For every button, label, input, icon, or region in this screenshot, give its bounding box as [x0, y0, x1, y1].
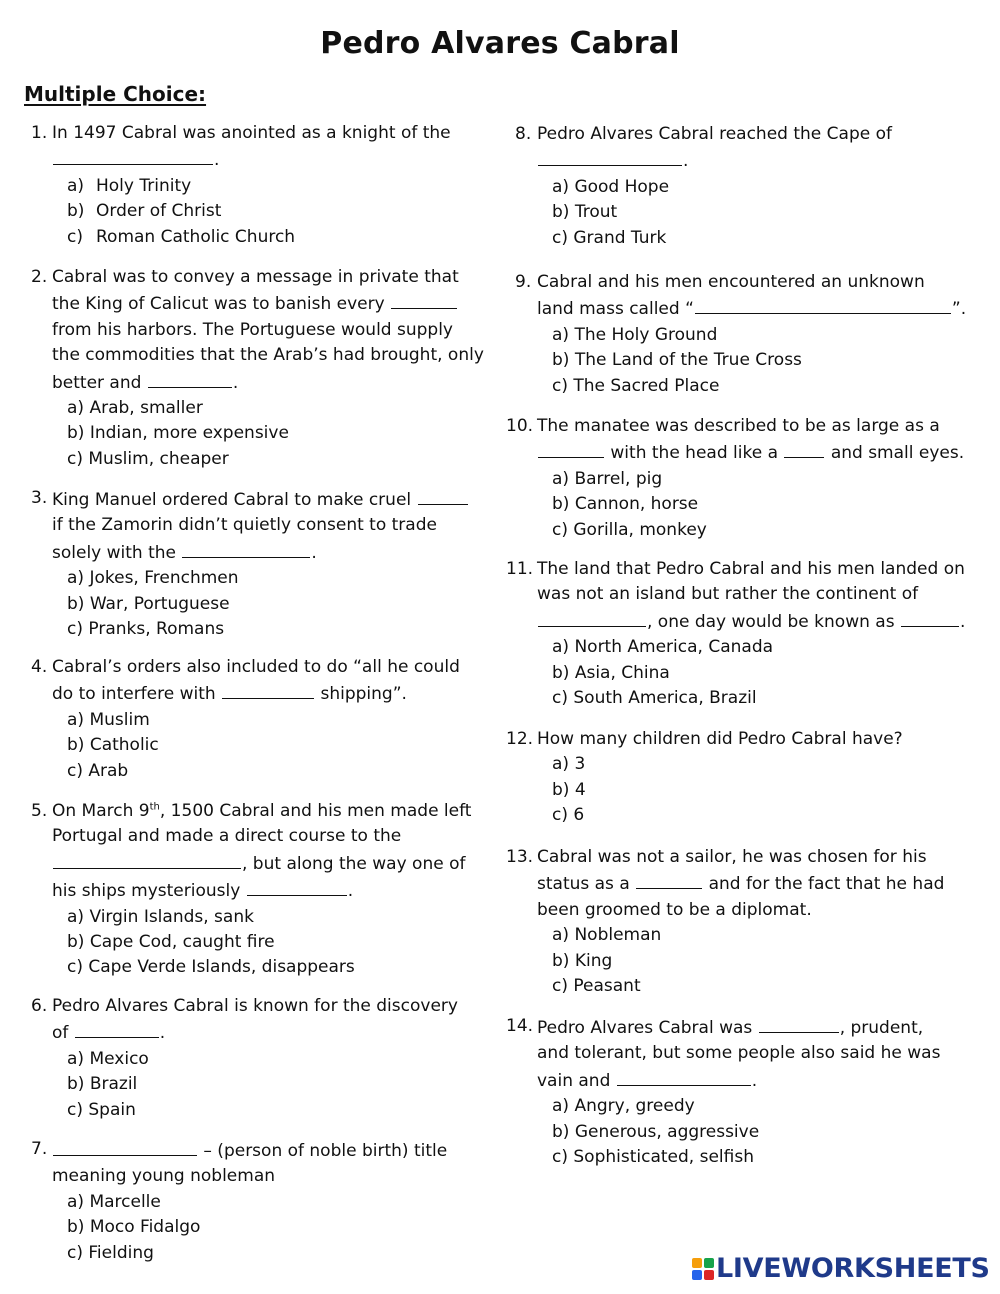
option-b[interactable]: b) Generous, aggressive — [552, 1121, 760, 1142]
option-a[interactable]: a) Mexico — [67, 1048, 149, 1069]
page-title: Pedro Alvares Cabral — [320, 26, 680, 61]
option-b[interactable]: b) The Land of the True Cross — [552, 350, 802, 371]
answer-blank[interactable] — [53, 146, 213, 165]
answer-blank[interactable] — [695, 295, 951, 314]
option-a[interactable]: a) North America, Canada — [552, 637, 774, 658]
question-number: 1. — [31, 123, 48, 143]
option-a[interactable]: a) Muslim — [67, 709, 150, 730]
option-b[interactable]: b) Catholic — [67, 735, 159, 756]
option-b[interactable]: b) Cape Cod, caught fire — [67, 932, 275, 953]
question-1: 1. In 1497 Cabral was anointed as a knight of the . a) Holy Trinity b) Order of Christ c) Roman Catholic Church — [52, 121, 451, 250]
option-c[interactable]: c) 6 — [552, 805, 585, 826]
option-a[interactable]: a) Good Hope — [552, 176, 670, 197]
question-number: 6. — [31, 996, 48, 1016]
liveworksheets-logo[interactable] — [692, 1254, 992, 1286]
answer-blank[interactable] — [538, 439, 604, 458]
question-14: 14. Pedro Alvares Cabral was , prudent, and tolerant, but some people also said he was vain and . a) Angry, greedy b) Generous, aggressive c) Sophisticated, selfish — [537, 1014, 940, 1170]
option-b[interactable]: b) 4 — [552, 779, 586, 800]
question-13: 13. Cabral was not a sailor, he was chosen for his status as a and for the fact that he had been groomed to be a diplomat. a) Nobleman b) King c) Peasant — [537, 845, 944, 999]
logo-text: LIVEWORKSHEETS — [716, 1253, 990, 1284]
answer-blank[interactable] — [759, 1014, 839, 1033]
option-c[interactable]: c) Spain — [67, 1099, 136, 1120]
option-c[interactable]: c) The Sacred Place — [552, 375, 720, 396]
question-text: In 1497 Cabral was anointed as a knight of the — [52, 123, 451, 143]
option-b[interactable]: b) Indian, more expensive — [67, 423, 289, 444]
option-a[interactable]: a) Jokes, Frenchmen — [67, 568, 239, 589]
option-c[interactable]: c) Roman Catholic Church — [67, 226, 296, 247]
option-a[interactable]: a) Nobleman — [552, 925, 662, 946]
question-9: 9. Cabral and his men encountered an unknown land mass called “ ”. a) The Holy Ground b) The Land of the True Cross c) The Sacred Place — [537, 270, 966, 399]
question-number: 10. — [506, 416, 534, 436]
question-5: 5. On March 9th, 1500 Cabral and his men made left Portugal and made a direct course to the , but along the way one of his ships mysteriously . a) Virgin Islands, sank b) Cape Cod, caught fire c) Cape Verde Islands, disappears — [52, 799, 471, 981]
option-a[interactable]: a) Angry, greedy — [552, 1096, 695, 1117]
answer-blank[interactable] — [391, 290, 457, 309]
option-b[interactable]: b) Brazil — [67, 1074, 138, 1095]
question-2: 2. Cabral was to convey a message in private that the King of Calicut was to banish every from his harbors. The Portuguese would supply the commodities that the Arab’s had brought, only better and . a) Arab, smaller b) Indian, more expensive c) Muslim, cheaper — [52, 265, 484, 472]
option-b[interactable]: b) Moco Fidalgo — [67, 1217, 201, 1238]
question-7: 7. – (person of noble birth) title meaning young nobleman a) Marcelle b) Moco Fidalgo c) Fielding — [52, 1137, 447, 1266]
question-text: Pedro Alvares Cabral was , prudent, — [537, 1014, 940, 1041]
question-number: 14. — [506, 1016, 534, 1036]
option-a[interactable]: a) Virgin Islands, sank — [67, 906, 254, 927]
question-4: 4. Cabral’s orders also included to do “all he could do to interfere with shipping”. a) Muslim b) Catholic c) Arab — [52, 655, 460, 784]
question-text: Cabral’s orders also included to do “all he could — [52, 657, 460, 677]
option-c[interactable]: c) Sophisticated, selfish — [552, 1147, 754, 1168]
option-b[interactable]: b) King — [552, 950, 613, 971]
question-text: Cabral and his men encountered an unknown — [537, 272, 925, 292]
question-12 — [506, 727, 903, 829]
answer-blank[interactable] — [75, 1019, 159, 1038]
answer-blank[interactable] — [636, 870, 702, 889]
question-text: Pedro Alvares Cabral reached the Cape of — [537, 124, 892, 144]
question-number: 9. — [515, 272, 532, 292]
option-a[interactable]: a) 3 — [552, 754, 586, 775]
question-number: 8. — [515, 124, 532, 144]
answer-blank[interactable] — [418, 486, 468, 505]
question-number: 7. — [31, 1139, 48, 1159]
option-c[interactable]: c) South America, Brazil — [552, 688, 757, 709]
option-a[interactable]: a) Holy Trinity — [67, 175, 192, 196]
question-text: King Manuel ordered Cabral to make cruel — [52, 490, 412, 510]
question-text: The land that Pedro Cabral and his men landed on — [537, 559, 965, 579]
question-10: 10. The manatee was described to be as large as a with the head like a and small eyes. a) Barrel, pig b) Cannon, horse c) Gorilla, monkey — [537, 414, 964, 543]
question-text: Cabral was to convey a message in private that — [52, 267, 459, 287]
answer-blank[interactable] — [617, 1067, 751, 1086]
option-b[interactable]: b) War, Portuguese — [67, 593, 230, 614]
question-3: 3. King Manuel ordered Cabral to make cruel if the Zamorin didn’t quietly consent to trade solely with the . a) Jokes, Frenchmen b) War, Portuguese c) Pranks, Romans — [52, 486, 469, 642]
question-text: Pedro Alvares Cabral is known for the discovery — [52, 996, 458, 1016]
question-text: – (person of noble birth) title — [52, 1137, 447, 1164]
answer-blank[interactable] — [148, 369, 232, 388]
question-number: 3. — [31, 488, 48, 508]
option-c[interactable]: c) Muslim, cheaper — [67, 448, 229, 469]
question-number: 12. — [506, 729, 534, 749]
answer-blank[interactable] — [538, 147, 682, 166]
answer-blank[interactable] — [901, 608, 959, 627]
question-number: 4. — [31, 657, 48, 677]
option-c[interactable]: c) Cape Verde Islands, disappears — [67, 957, 355, 978]
answer-blank[interactable] — [222, 680, 314, 699]
section-heading: Multiple Choice: — [24, 82, 207, 106]
answer-blank[interactable] — [538, 608, 646, 627]
option-c[interactable]: c) Arab — [67, 760, 129, 781]
option-b[interactable]: b) Order of Christ — [67, 201, 222, 222]
question-6: 6. Pedro Alvares Cabral is known for the discovery of . a) Mexico b) Brazil c) Spain — [52, 994, 458, 1123]
option-c[interactable]: c) Pranks, Romans — [67, 619, 225, 640]
option-b[interactable]: b) Cannon, horse — [552, 494, 699, 515]
question-text: How many children did Pedro Cabral have? — [537, 729, 903, 749]
answer-blank[interactable] — [182, 539, 310, 558]
option-a[interactable]: a) The Holy Ground — [552, 324, 718, 345]
option-b[interactable]: b) Trout — [552, 202, 618, 223]
option-c[interactable]: c) Gorilla, monkey — [552, 519, 707, 540]
question-number: 5. — [31, 801, 48, 821]
question-8: 8. Pedro Alvares Cabral reached the Cape of . a) Good Hope b) Trout c) Grand Turk — [537, 122, 892, 251]
question-number: 13. — [506, 847, 534, 867]
option-c[interactable]: c) Fielding — [67, 1242, 154, 1263]
answer-blank[interactable] — [784, 439, 824, 458]
option-a[interactable]: a) Barrel, pig — [552, 468, 663, 489]
option-c[interactable]: c) Grand Turk — [552, 227, 667, 248]
option-b[interactable]: b) Asia, China — [552, 662, 670, 683]
answer-blank[interactable] — [247, 877, 347, 896]
option-a[interactable]: a) Arab, smaller — [67, 398, 203, 419]
liveworksheets-logo-icon — [692, 1258, 714, 1280]
question-text: On March 9th, 1500 Cabral and his men made left — [52, 801, 472, 821]
question-text: Cabral was not a sailor, he was chosen for his — [537, 847, 927, 867]
answer-blank[interactable] — [53, 850, 241, 869]
question-number: 11. — [506, 559, 534, 579]
question-text: The manatee was described to be as large as a — [537, 416, 940, 436]
question-11: 11. The land that Pedro Cabral and his men landed on was not an island but rather the continent of , one day would be known as . a) North America, Canada b) Asia, China c) South America, Brazil — [537, 557, 965, 711]
answer-blank[interactable] — [53, 1137, 197, 1156]
question-number: 2. — [31, 267, 48, 287]
option-c[interactable]: c) Peasant — [552, 976, 641, 997]
option-a[interactable]: a) Marcelle — [67, 1191, 161, 1212]
